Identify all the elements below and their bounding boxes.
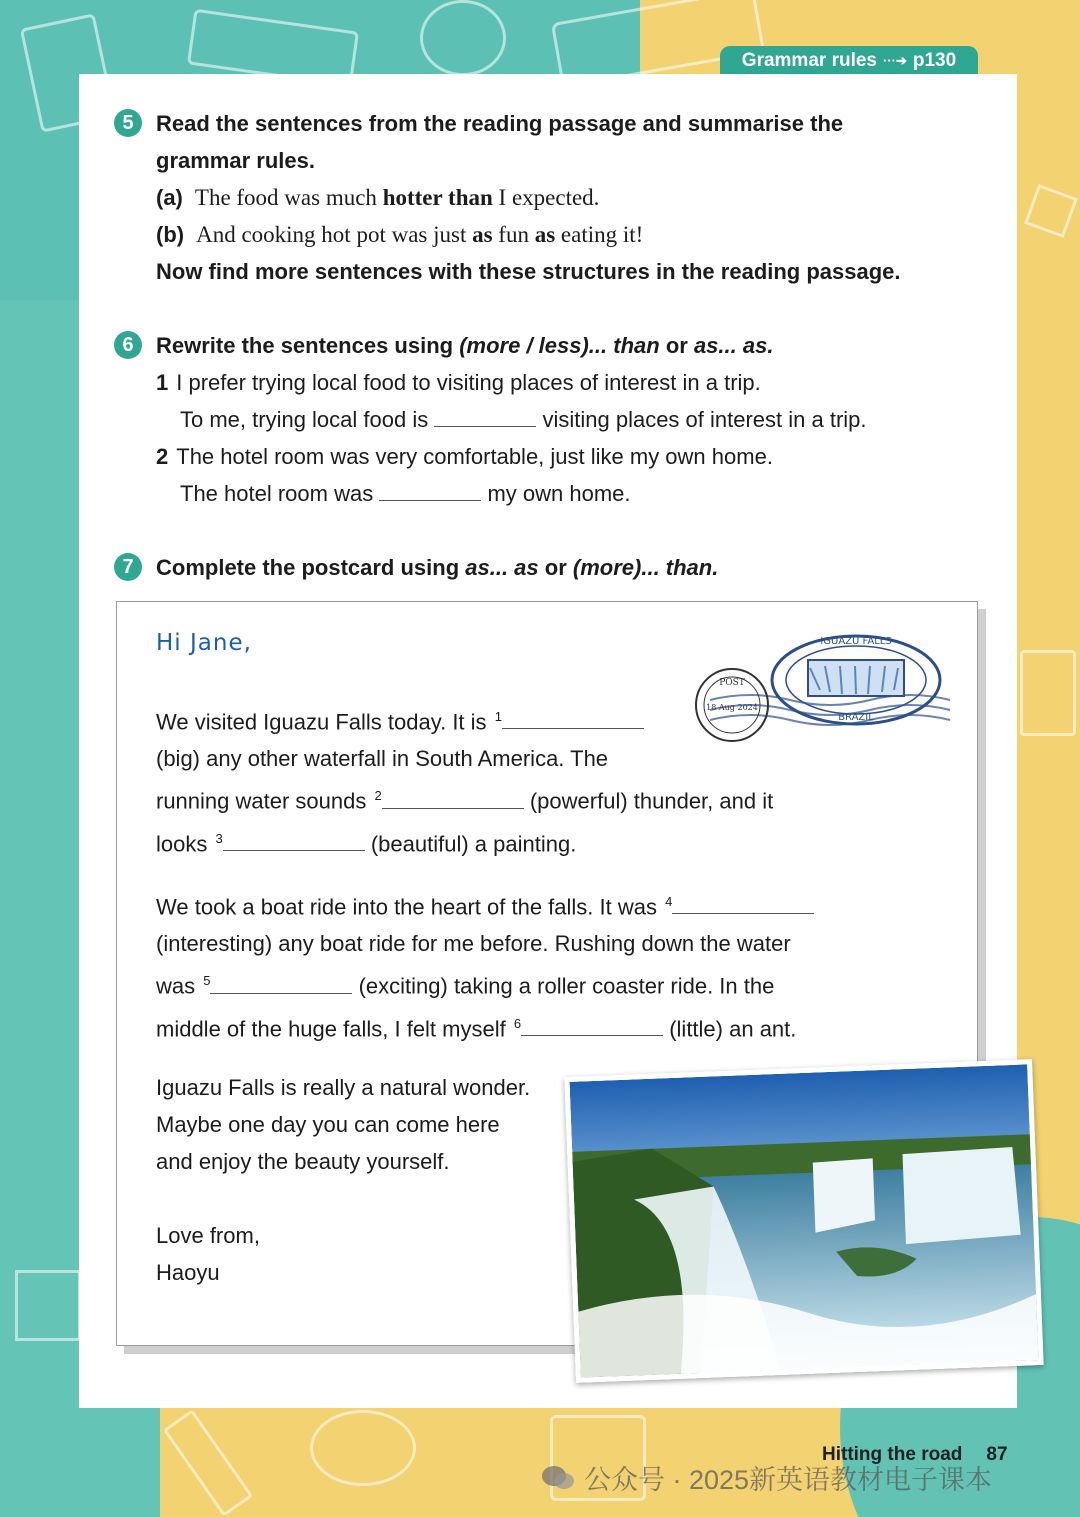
- question-bubble-icon: [420, 0, 506, 76]
- postmark-date-text: 18 Aug 2024: [706, 703, 758, 712]
- grammar-rules-label: Grammar rules: [741, 50, 877, 71]
- unit-title: Hitting the road: [822, 1444, 963, 1465]
- q7-title: Complete the postcard using as... as or (more)... than.: [156, 555, 719, 580]
- q5-title-line2: grammar rules.: [156, 148, 315, 173]
- q6-item-2: 2 The hotel room was very comfortable, just like my own home.: [156, 444, 773, 469]
- question-number-7: 7: [114, 553, 142, 581]
- question-6: [114, 327, 994, 512]
- stamp-bottom-text: BRAZIL: [838, 712, 874, 723]
- why-bubble-icon: [310, 1410, 416, 1486]
- q6-item-2-rewrite: The hotel room was my own home.: [180, 481, 631, 506]
- answer-blank-2[interactable]: [382, 788, 524, 809]
- answer-blank-6[interactable]: [521, 1015, 663, 1036]
- arrow-icon: ···➔: [882, 53, 907, 68]
- grammar-rules-page: p130: [912, 50, 957, 71]
- q5-sentence-b: (b) And cooking hot pot was just as fun as eating it!: [156, 222, 644, 247]
- pencil-doodle-icon: [163, 1409, 253, 1516]
- watermark-text: 公众号 · 2025新英语教材电子课本: [584, 1465, 993, 1495]
- star-doodle-icon: [1024, 184, 1078, 238]
- question-5: [114, 105, 994, 290]
- q5-label-a: (a): [156, 185, 183, 210]
- q6-item-1-rewrite: To me, trying local food is visiting places of interest in a trip.: [180, 407, 867, 432]
- signature: Haoyu: [156, 1260, 220, 1285]
- closing: Love from,: [156, 1223, 260, 1248]
- q5-sentence-a: (a) The food was much hotter than I expected.: [156, 185, 600, 210]
- answer-blank[interactable]: [379, 480, 481, 501]
- postcard-paragraph-3: Iguazu Falls is really a natural wonder. Maybe one day you can come here and enjoy the beauty yourself.: [156, 1075, 531, 1174]
- q5-label-b: (b): [156, 222, 185, 247]
- grammar-rules-badge[interactable]: [720, 46, 978, 76]
- postcard-paragraph-2: We took a boat ride into the heart of the falls. It was $^4$ (interesting) any boat ride for me before. Rushing down the water was $^5$ (exciting) taking a roller coaster ride. In the middle of the huge falls, I felt myself $^6$ (little) an ant.: [156, 883, 814, 1047]
- diary-doodle-icon: [1020, 650, 1076, 736]
- postmark-stamp-icon: [690, 630, 965, 755]
- iguazu-falls-photo: [564, 1059, 1043, 1383]
- cube-doodle-icon: [15, 1270, 81, 1341]
- q6-item-1: 1 I prefer trying local food to visiting places of interest in a trip.: [156, 370, 761, 395]
- q6-title: Rewrite the sentences using (more / less)... than or as... as.: [156, 333, 774, 358]
- wechat-icon: [540, 1464, 576, 1492]
- stamp-top-text: IGUAZU FALLS: [820, 636, 892, 647]
- answer-blank-1[interactable]: [502, 708, 644, 729]
- q5-title-line1: Read the sentences from the reading passage and summarise the: [156, 111, 844, 136]
- answer-blank-3[interactable]: [223, 830, 365, 851]
- question-number-6: 6: [114, 331, 142, 359]
- answer-blank-4[interactable]: [672, 893, 814, 914]
- postcard-signoff: [156, 1217, 260, 1291]
- answer-blank[interactable]: [434, 406, 536, 427]
- q5-instruction: Now find more sentences with these structures in the reading passage.: [156, 259, 901, 284]
- question-number-5: 5: [114, 109, 142, 137]
- postmark-post-text: POST: [719, 678, 745, 688]
- page-number: 87: [986, 1444, 1008, 1465]
- watermark: [540, 1458, 992, 1497]
- question-7: [114, 549, 994, 586]
- answer-blank-5[interactable]: [210, 973, 352, 994]
- postcard-paragraph-1: We visited Iguazu Falls today. It is $^1$ (big) any other waterfall in South America. The running water sounds $^2$ (powerful) thunder, and it looks $^3$ (beautiful) a painting.: [156, 709, 774, 856]
- postcard-greeting: Hi Jane,: [156, 630, 252, 656]
